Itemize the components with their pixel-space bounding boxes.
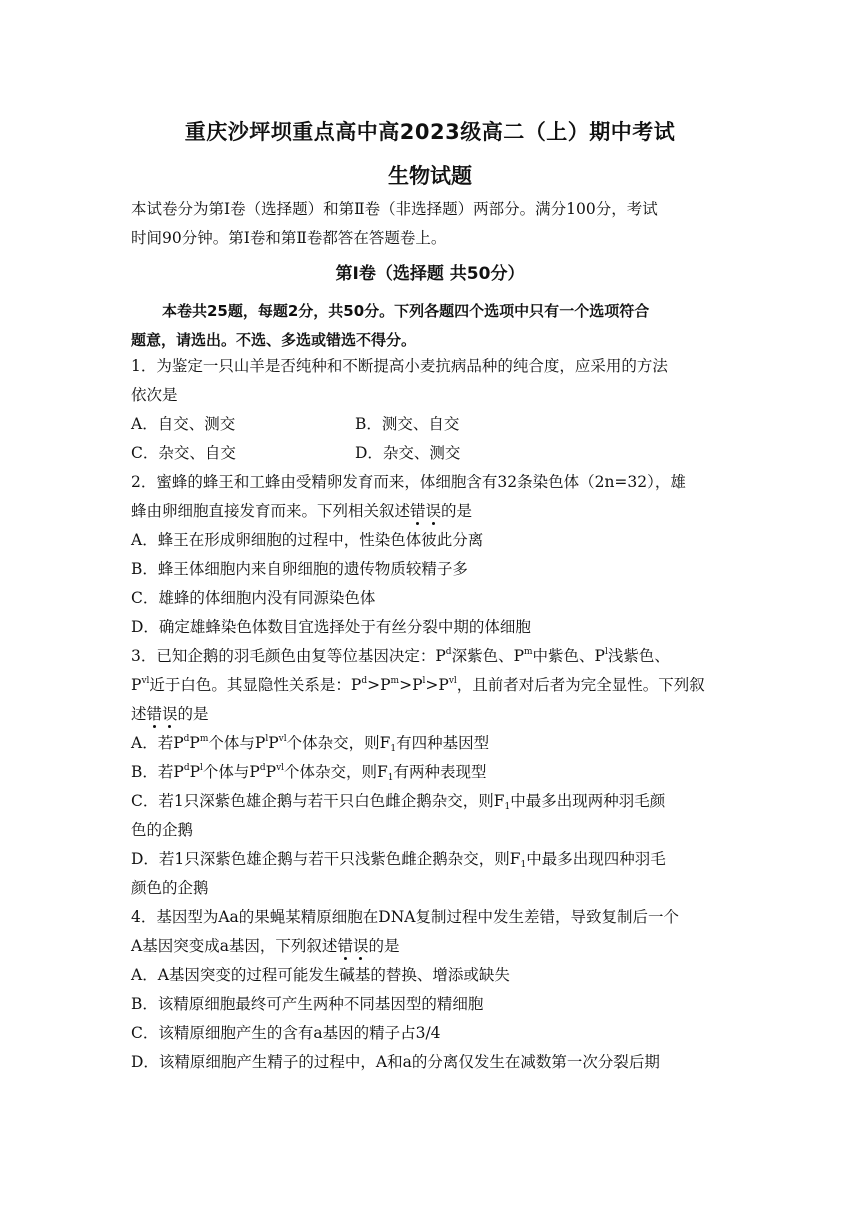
q3-option-c-line-1: C．若1只深紫色雄企鹅与若干只白色雌企鹅杂交，则$F_1$中最多出现两种羽毛颜 bbox=[131, 792, 666, 812]
intro-line-1: 本试卷分为第Ⅰ卷（选择题）和第Ⅱ卷（非选择题）两部分。满分100分，考试 bbox=[131, 200, 658, 218]
q1-stem-line-2: 依次是 bbox=[131, 386, 178, 404]
emphasis-mark: 错 bbox=[146, 705, 163, 723]
q2-option-b: B．蜂王体细胞内来自卵细胞的遗传物质较精子多 bbox=[131, 560, 468, 578]
q1-option-d: D．杂交、测交 bbox=[355, 444, 461, 462]
emphasis-mark: 错 bbox=[410, 502, 426, 520]
q2-stem-line-2: 蜂由卵细胞直接发育而来。下列相关叙述错误的是 bbox=[131, 502, 473, 520]
q4-option-a: A．A基因突变的过程可能发生碱基的替换、增添或缺失 bbox=[131, 966, 510, 984]
q4-option-b: B．该精原细胞最终可产生两种不同基因型的精细胞 bbox=[131, 995, 484, 1013]
emphasis-mark: 错 bbox=[337, 937, 353, 955]
q1-option-b: B．测交、自交 bbox=[355, 415, 460, 433]
q2-option-c: C．雄蜂的体细胞内没有同源染色体 bbox=[131, 589, 376, 607]
q1-stem-line-1: 1．为鉴定一只山羊是否纯种和不断提高小麦抗病品种的纯合度，应采用的方法 bbox=[131, 357, 668, 375]
emphasis-mark: 误 bbox=[162, 705, 178, 723]
emphasis-mark: 误 bbox=[352, 937, 369, 955]
exam-subject: 生物试题 bbox=[388, 164, 472, 188]
q2-option-d: D．确定雄蜂染色体数目宜选择处于有丝分裂中期的体细胞 bbox=[131, 618, 531, 636]
q4-stem-line-1: 4．基因型为Aa的果蝇某精原细胞在DNA复制过程中发生差错，导致复制后一个 bbox=[131, 908, 679, 926]
q3-option-c-line-2: 色的企鹅 bbox=[131, 821, 194, 839]
q1-option-a: A．自交、测交 bbox=[131, 415, 236, 433]
emphasis-mark: 误 bbox=[425, 502, 442, 520]
section-title: 第Ⅰ卷（选择题 共50分） bbox=[335, 264, 525, 284]
q3-stem-line-1: 3．已知企鹅的羽毛颜色由复等位基因决定：$P^d$深紫色、$P^m$中紫色、$P^l$浅紫色、 bbox=[131, 647, 670, 665]
intro-line-2: 时间90分钟。第Ⅰ卷和第Ⅱ卷都答在答题卷上。 bbox=[131, 229, 447, 247]
q3-stem-line-2: $P^{vl}$近于白色。其显隐性关系是：$P^d>P^m>P^l>P^{vl}$，且前者对后者为完全显性。下列叙 bbox=[131, 676, 705, 694]
q2-option-a: A．蜂王在形成卵细胞的过程中，性染色体彼此分离 bbox=[131, 531, 484, 549]
q4-option-c: C．该精原细胞产生的含有a基因的精子占3/4 bbox=[131, 1024, 441, 1042]
section-instruction-2: 题意，请选出。不选、多选或错选不得分。 bbox=[131, 331, 417, 349]
q3-stem-line-3: 述错误的是 bbox=[131, 705, 209, 723]
q4-stem-line-2: A基因突变成a基因，下列叙述错误的是 bbox=[131, 937, 400, 955]
q3-option-d-line-1: D．若1只深紫色雄企鹅与若干只浅紫色雌企鹅杂交，则$F_1$中最多出现四种羽毛 bbox=[131, 850, 666, 870]
section-instruction-1: 本卷共25题，每题2分，共50分。下列各题四个选项中只有一个选项符合 bbox=[162, 302, 650, 320]
q3-option-b: B．若$P^dP^l$个体与$P^dP^{vl}$个体杂交，则$F_1$有两种表现型 bbox=[131, 763, 487, 783]
exam-title: 重庆沙坪坝重点高中高2023级高二（上）期中考试 bbox=[184, 120, 676, 144]
q2-stem-line-1: 2．蜜蜂的蜂王和工蜂由受精卵发育而来，体细胞含有32条染色体（2n=32），雄 bbox=[131, 473, 686, 491]
q3-option-d-line-2: 颜色的企鹅 bbox=[131, 879, 209, 897]
q3-option-a: A．若$P^dP^m$个体与$P^lP^{vl}$个体杂交，则$F_1$有四种基因型 bbox=[131, 734, 490, 754]
q1-option-c: C．杂交、自交 bbox=[131, 444, 236, 462]
q4-option-d: D．该精原细胞产生精子的过程中，A和a的分离仅发生在减数第一次分裂后期 bbox=[131, 1053, 660, 1071]
